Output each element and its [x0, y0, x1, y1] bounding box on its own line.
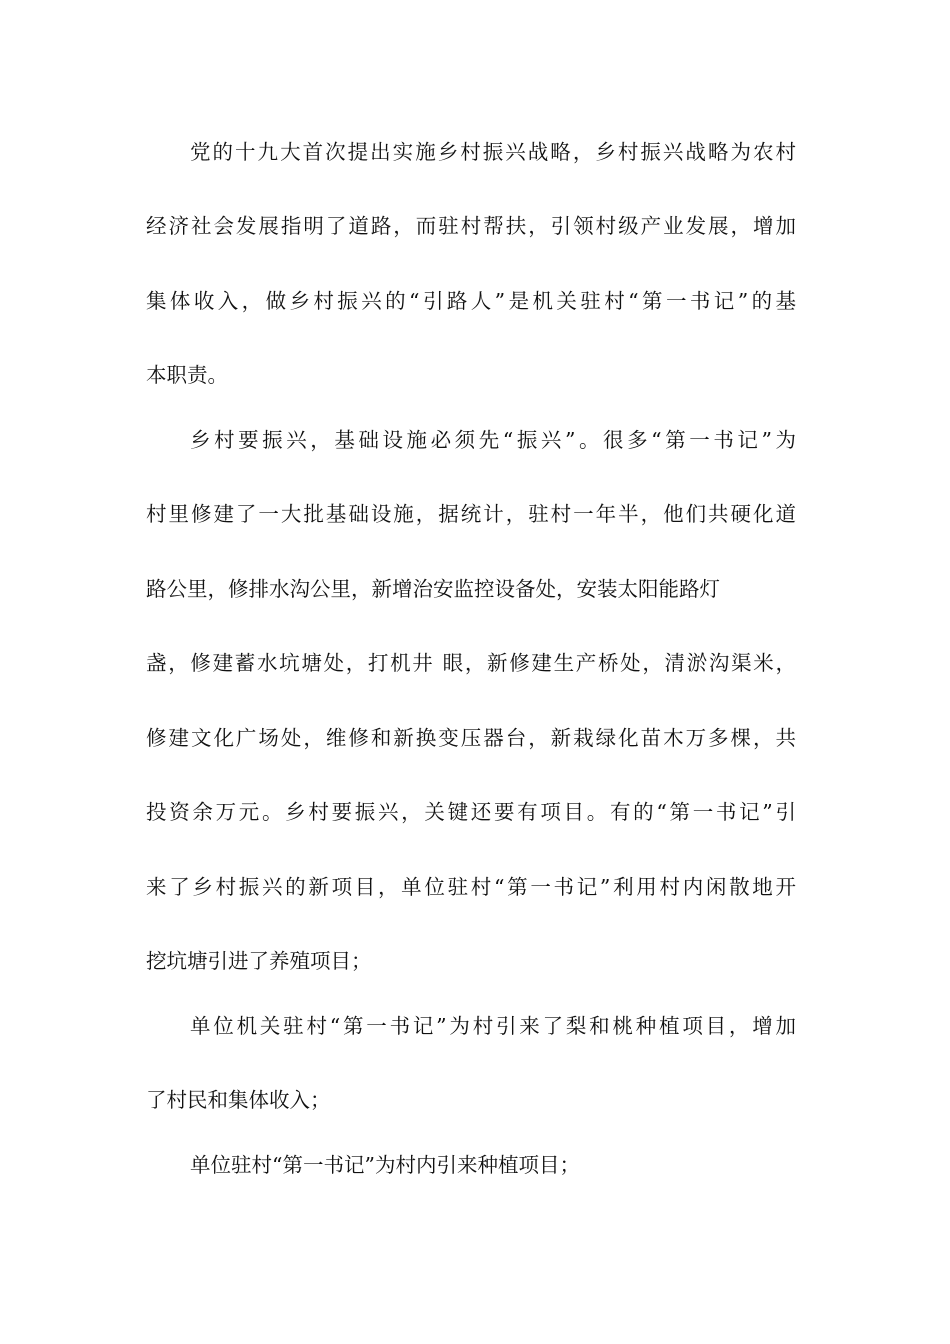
paragraph-4-line-1: 单位驻村“第一书记”为村内引来种植项目； [190, 1153, 580, 1177]
paragraph-3-line-1: 单位机关驻村“第一书记”为村引来了梨和桃种植项目，增加 [190, 1014, 796, 1038]
paragraph-2-line-5: 修建文化广场处，维修和新换变压器台，新栽绿化苗木万多棵，共 [146, 726, 796, 750]
paragraph-2-line-8: 挖坑塘引进了养殖项目； [146, 949, 372, 973]
paragraph-2-line-4: 盏，修建蓄水坑塘处，打机井 眼，新修建生产桥处，清淤沟渠米， [146, 651, 796, 675]
paragraph-1-line-1: 党的十九大首次提出实施乡村振兴战略，乡村振兴战略为农村 [190, 140, 796, 164]
paragraph-1-line-3: 集体收入，做乡村振兴的“引路人”是机关驻村“第一书记”的基 [146, 289, 796, 313]
paragraph-1-line-2: 经济社会发展指明了道路，而驻村帮扶，引领村级产业发展，增加 [146, 214, 796, 238]
paragraph-2-line-2: 村里修建了一大批基础设施，据统计，驻村一年半，他们共硬化道 [146, 502, 796, 526]
paragraph-1-line-4: 本职责。 [146, 363, 228, 387]
paragraph-3-line-2: 了村民和集体收入； [146, 1088, 331, 1112]
paragraph-2-line-6: 投资余万元。乡村要振兴，关键还要有项目。有的“第一书记”引 [146, 800, 796, 824]
paragraph-2-line-3: 路公里，修排水沟公里，新增治安监控设备处，安装太阳能路灯 [146, 577, 720, 601]
paragraph-2-line-1: 乡村要振兴，基础设施必须先“振兴”。很多“第一书记”为 [190, 428, 796, 452]
paragraph-2-line-7: 来了乡村振兴的新项目，单位驻村“第一书记”利用村内闲散地开 [146, 875, 796, 899]
